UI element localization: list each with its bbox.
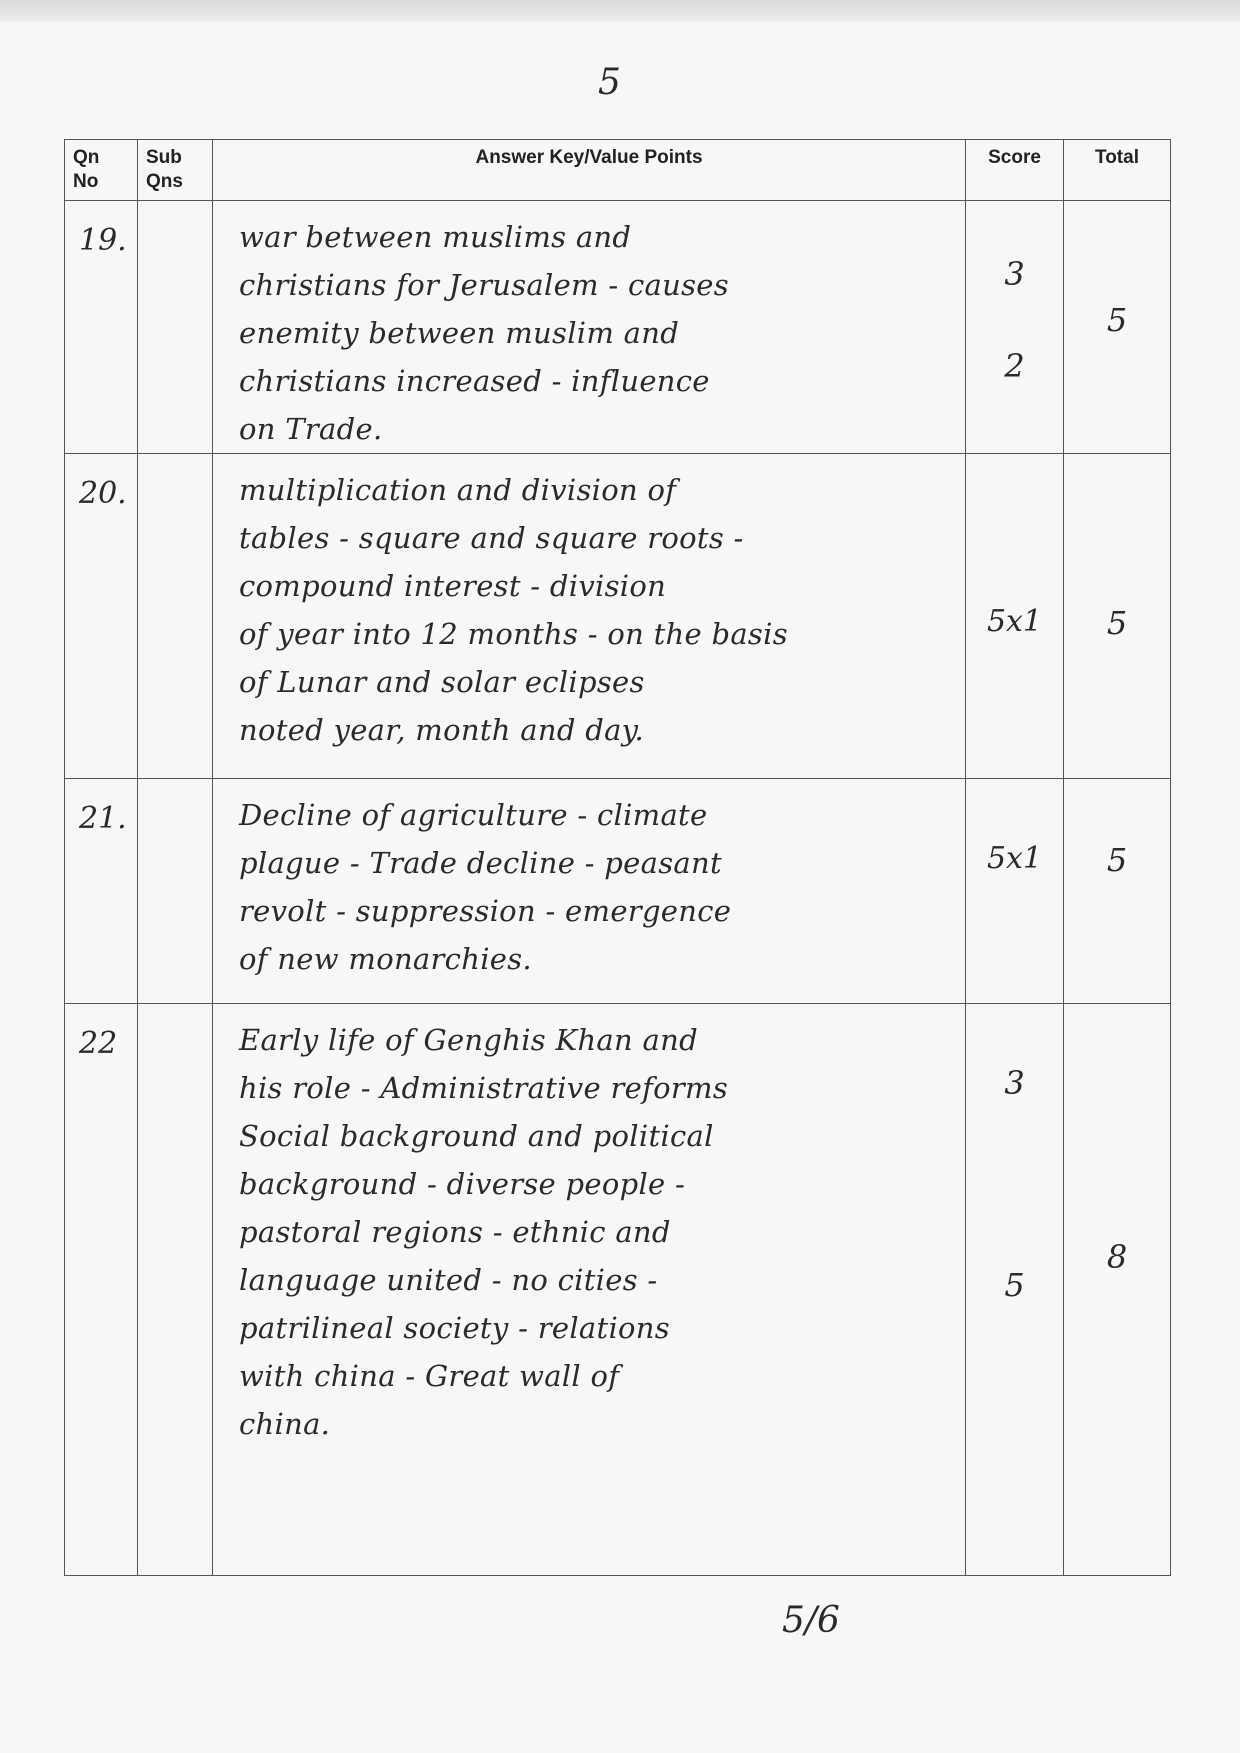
answer-line: tables - square and square roots - bbox=[239, 521, 744, 555]
total-cell bbox=[1064, 779, 1171, 1004]
scan-top-edge bbox=[0, 0, 1240, 22]
answer-line: of Lunar and solar eclipses bbox=[239, 665, 645, 699]
answer-line: language united - no cities - bbox=[239, 1263, 658, 1297]
header-sub-line1: Sub bbox=[146, 147, 182, 168]
answer-line: war between muslims and bbox=[239, 220, 632, 254]
sub-question bbox=[138, 201, 213, 454]
header-qn-line1: Qn bbox=[73, 147, 100, 168]
answer-line: compound interest - division bbox=[239, 569, 667, 603]
header-total: Total bbox=[1064, 140, 1171, 201]
score-value: 5 bbox=[1004, 1266, 1025, 1304]
question-number: 21. bbox=[65, 779, 138, 1004]
score-cell bbox=[966, 1004, 1064, 1576]
score-value: 5x1 bbox=[986, 841, 1043, 876]
answer-line: on Trade. bbox=[239, 412, 383, 446]
answer-line: background - diverse people - bbox=[239, 1167, 686, 1201]
header-score: Score bbox=[966, 140, 1064, 201]
header-qn-line2: No bbox=[73, 171, 99, 192]
answer-points bbox=[213, 454, 966, 779]
answer-line: of new monarchies. bbox=[239, 942, 532, 976]
total-value: 8 bbox=[1106, 1238, 1128, 1276]
total-value: 5 bbox=[1106, 604, 1128, 642]
header-answer-key: Answer Key/Value Points bbox=[213, 140, 966, 201]
question-number: 20. bbox=[65, 454, 138, 779]
answer-line: plague - Trade decline - peasant bbox=[239, 846, 722, 880]
answer-line: china. bbox=[239, 1407, 331, 1441]
answer-line: Social background and political bbox=[239, 1119, 714, 1153]
sub-question bbox=[138, 454, 213, 779]
total-value: 5 bbox=[1106, 301, 1128, 339]
answer-line: his role - Administrative reforms bbox=[239, 1071, 729, 1105]
score-cell bbox=[966, 454, 1064, 779]
sub-question bbox=[138, 1004, 213, 1576]
answer-line: noted year, month and day. bbox=[239, 713, 645, 747]
table-row bbox=[65, 454, 1171, 779]
total-value: 5 bbox=[1106, 841, 1128, 879]
answer-points bbox=[213, 1004, 966, 1576]
question-number: 19. bbox=[65, 201, 138, 454]
answer-line: Decline of agriculture - climate bbox=[239, 798, 708, 832]
answer-points bbox=[213, 201, 966, 454]
answer-line: patrilineal society - relations bbox=[239, 1311, 670, 1345]
sub-question bbox=[138, 779, 213, 1004]
answer-line: Early life of Genghis Khan and bbox=[239, 1023, 698, 1057]
total-cell bbox=[1064, 1004, 1171, 1576]
answer-line: multiplication and division of bbox=[239, 473, 677, 507]
answer-key-table bbox=[64, 139, 1171, 1576]
total-cell bbox=[1064, 454, 1171, 779]
table-row bbox=[65, 201, 1171, 454]
total-cell bbox=[1064, 201, 1171, 454]
answer-line: revolt - suppression - emergence bbox=[239, 894, 732, 928]
answer-line: pastoral regions - ethnic and bbox=[239, 1215, 671, 1249]
score-cell bbox=[966, 779, 1064, 1004]
header-sub-qns bbox=[138, 140, 213, 201]
answer-line: with china - Great wall of bbox=[239, 1359, 620, 1393]
header-qn-no bbox=[65, 140, 138, 201]
page-count: 5/6 bbox=[782, 1600, 840, 1641]
table-row bbox=[65, 779, 1171, 1004]
question-number: 22 bbox=[65, 1004, 138, 1576]
page-number: 5 bbox=[598, 62, 621, 103]
table-header-row bbox=[65, 140, 1171, 201]
answer-line: enemity between muslim and bbox=[239, 316, 680, 350]
score-value: 2 bbox=[1004, 347, 1025, 385]
score-value: 3 bbox=[1004, 255, 1025, 293]
header-sub-line2: Qns bbox=[146, 171, 183, 192]
answer-line: christians increased - influence bbox=[239, 364, 710, 398]
score-value: 3 bbox=[1004, 1064, 1025, 1102]
answer-points bbox=[213, 779, 966, 1004]
answer-line: of year into 12 months - on the basis bbox=[239, 617, 788, 651]
table-row bbox=[65, 1004, 1171, 1576]
score-value: 5x1 bbox=[986, 604, 1043, 639]
answer-line: christians for Jerusalem - causes bbox=[239, 268, 729, 302]
score-cell bbox=[966, 201, 1064, 454]
